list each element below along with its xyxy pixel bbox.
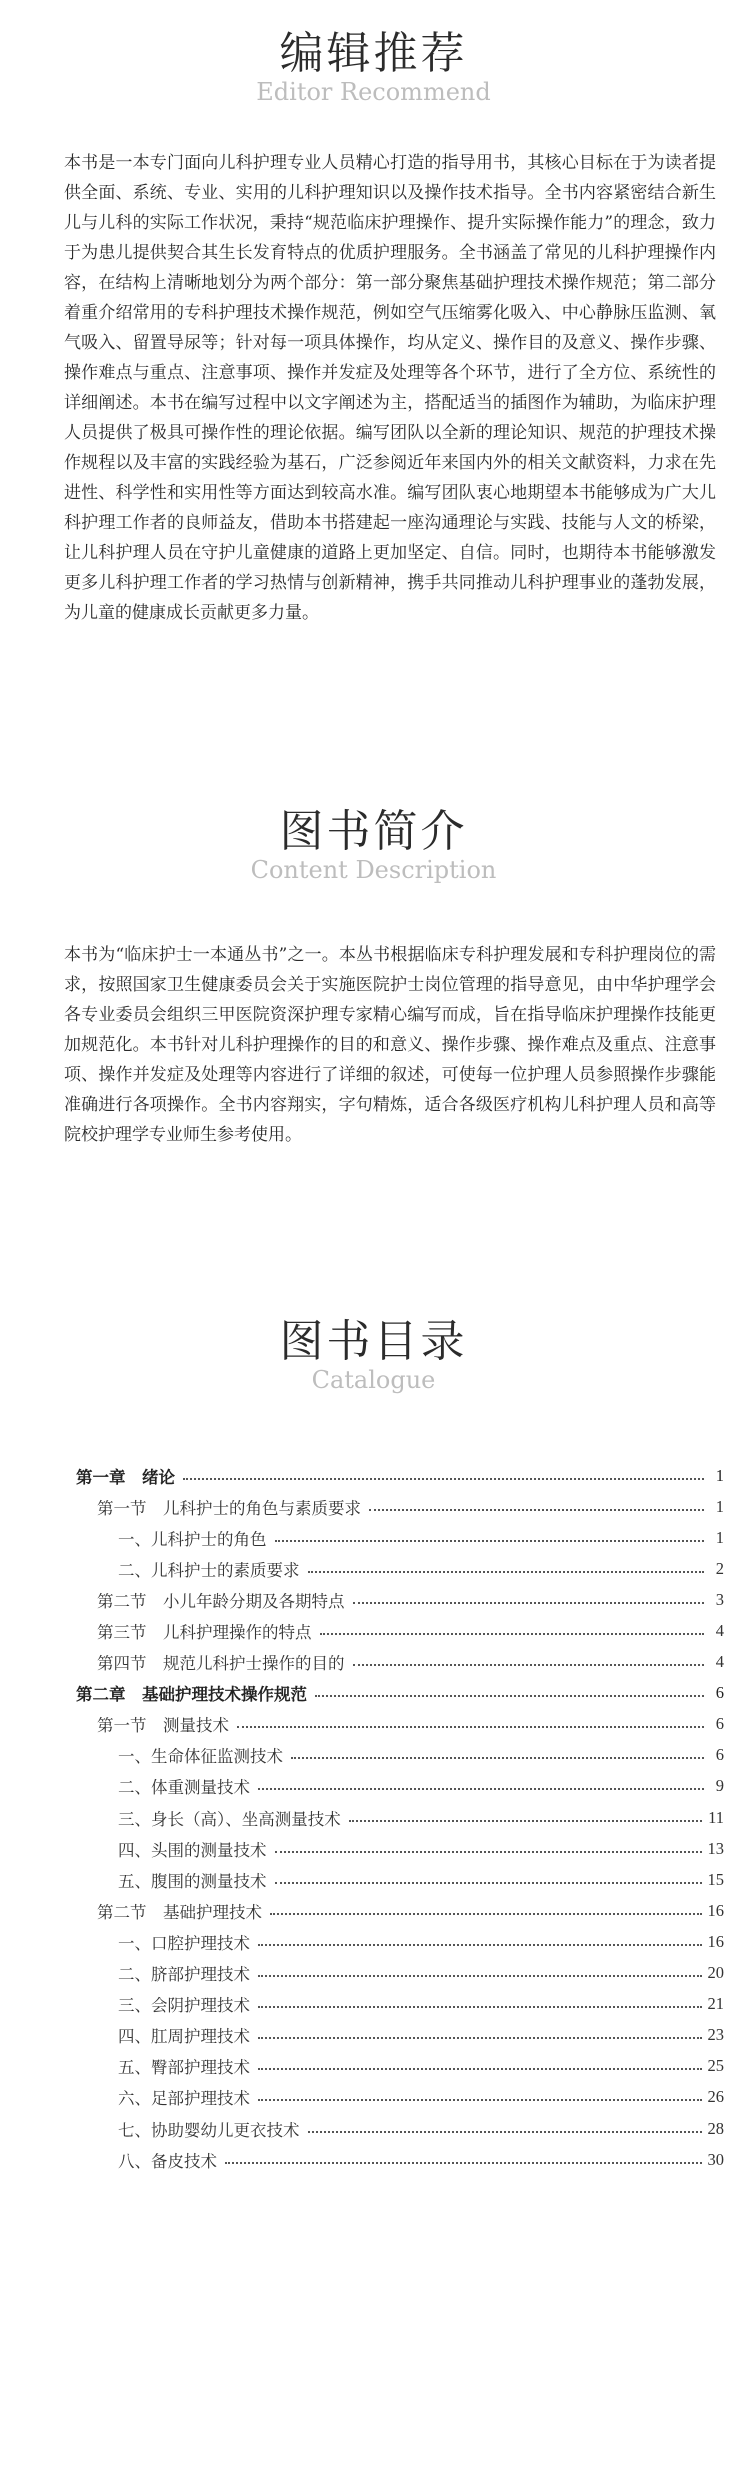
toc-entry-title: 三、会阴护理技术 [118,1996,250,2016]
toc-chapter [76,1678,724,1709]
toc-leader-dots [320,1633,705,1635]
catalogue-heading [0,1316,747,1394]
toc-leader-dots [275,1540,705,1542]
toc-entry-title: 第二章 基础护理技术操作规范 [76,1685,307,1705]
toc-subsection [76,1926,724,1957]
table-of-contents [76,1460,724,2175]
toc-leader-dots [258,2037,702,2039]
toc-leader-dots [308,2131,702,2133]
toc-section [76,1584,724,1615]
toc-page-number: 21 [707,1994,724,2014]
editor-recommend-title: 编辑推荐 [279,28,468,79]
toc-page-number: 30 [707,2149,724,2169]
toc-leader-dots [308,1571,705,1573]
toc-leader-dots [225,2162,702,2164]
toc-subsection [76,2082,724,2113]
toc-leader-dots [369,1509,704,1511]
toc-leader-dots [258,1975,702,1977]
toc-entry-title: 一、儿科护士的角色 [118,1529,267,1549]
toc-page-number: 6 [715,1714,724,1734]
toc-subsection [76,1771,724,1802]
toc-entry-title: 三、身长（高）、坐高测量技术 [118,1809,341,1829]
toc-leader-dots [258,2068,702,2070]
editor-recommend-text: 本书是一本专门面向儿科护理专业人员精心打造的指导用书，其核心目标在于为读者提供全面、系统、专业、实用的儿科护理知识以及操作技术指导。全书内容紧密结合新生儿与儿科的实际工作状况，秉持“规范临床护理操作、提升实际操作能力”的理念，致力于为患儿提供契合其生长发育特点的优质护理服务。全书涵盖了常见的儿科护理操作内容，在结构上清晰地划分为两个部分：第一部分聚焦基础护理技术操作规范；第二部分着重介绍常用的专科护理技术操作规范，例如空气压缩雾化吸入、中心静脉压监测、氧气吸入、留置导尿等；针对每一项具体操作，均从定义、操作目的及意义、操作步骤、操作难点与重点、注意事项、操作并发症及处理等各个环节，进行了全方位、系统性的详细阐述。本书在编写过程中以文字阐述为主，搭配适当的插图作为辅助，为临床护理人员提供了极具可操作性的理论依据。编写团队以全新的理论知识、规范的护理技术操作规程以及丰富的实践经验为基石，广泛参阅近年来国内外的相关文献资料，力求在先进性、科学性和实用性等方面达到较高水准。编写团队衷心地期望本书能够成为广大儿科护理工作者的良师益友，借助本书搭建起一座沟通理论与实践、技能与人文的桥梁，让儿科护理人员在守护儿童健康的道路上更加坚定、自信。同时，也期待本书能够激发更多儿科护理工作者的学习热情与创新精神，携手共同推动儿科护理事业的蓬勃发展，为儿童的健康成长贡献更多力量。 [64,153,716,623]
toc-page-number: 1 [715,1496,724,1516]
toc-subsection [76,2051,724,2082]
toc-leader-dots [275,1882,702,1884]
toc-subsection [76,1740,724,1771]
catalogue-subtitle: Catalogue [311,1366,436,1394]
toc-page-number: 28 [707,2118,724,2138]
toc-page-number: 11 [708,1807,724,1827]
toc-leader-dots [349,1820,702,1822]
toc-subsection [76,2113,724,2144]
toc-leader-dots [353,1602,705,1604]
toc-entry-title: 五、腹围的测量技术 [118,1871,267,1891]
toc-entry-title: 一、口腔护理技术 [118,1933,250,1953]
toc-entry-title: 二、体重测量技术 [118,1778,250,1798]
toc-page-number: 6 [715,1745,724,1765]
toc-leader-dots [291,1757,704,1759]
toc-entry-title: 八、备皮技术 [118,2151,217,2171]
toc-page-number: 26 [707,2087,724,2107]
toc-entry-title: 五、臀部护理技术 [118,2058,250,2078]
toc-entry-title: 七、协助婴幼儿更衣技术 [118,2120,300,2140]
toc-subsection [76,2144,724,2175]
toc-section [76,1709,724,1740]
toc-page-number: 1 [715,1465,724,1485]
toc-leader-dots [258,2099,702,2101]
toc-subsection [76,1833,724,1864]
toc-entry-title: 第四节 规范儿科护士操作的目的 [97,1654,345,1674]
toc-page-number: 4 [715,1652,724,1672]
toc-entry-title: 二、儿科护士的素质要求 [118,1560,300,1580]
toc-entry-title: 第一节 测量技术 [97,1716,229,1736]
toc-leader-dots [315,1695,704,1697]
toc-entry-title: 第二节 基础护理技术 [97,1902,262,1922]
toc-page-number: 6 [715,1683,724,1703]
toc-leader-dots [270,1913,702,1915]
toc-page-number: 20 [707,1963,724,1983]
catalogue-title: 图书目录 [279,1316,468,1367]
toc-subsection [76,1958,724,1989]
toc-entry-title: 第一节 儿科护士的角色与素质要求 [97,1498,361,1518]
toc-section [76,1895,724,1926]
toc-page-number: 9 [715,1776,724,1796]
editor-recommend-heading [0,28,747,106]
toc-page-number: 4 [715,1621,724,1641]
toc-page-number: 13 [707,1838,724,1858]
editor-recommend-subtitle: Editor Recommend [256,78,491,106]
content-description-subtitle: Content Description [250,856,497,884]
toc-page-number: 1 [715,1527,724,1547]
content-description-heading [0,806,747,884]
toc-entry-title: 二、脐部护理技术 [118,1965,250,1985]
toc-entry-title: 第三节 儿科护理操作的特点 [97,1623,312,1643]
toc-chapter [76,1460,724,1491]
toc-leader-dots [275,1851,702,1853]
content-description-title: 图书简介 [279,806,468,857]
toc-leader-dots [258,1944,702,1946]
toc-page-number: 16 [707,1900,724,1920]
toc-page-number: 25 [707,2056,724,2076]
toc-leader-dots [258,2006,702,2008]
toc-subsection [76,1989,724,2020]
toc-subsection [76,1522,724,1553]
toc-entry-title: 第一章 绪论 [76,1467,175,1487]
toc-leader-dots [353,1664,705,1666]
toc-leader-dots [183,1478,704,1480]
toc-entry-title: 四、头围的测量技术 [118,1840,267,1860]
toc-subsection [76,2020,724,2051]
toc-entry-title: 第二节 小儿年龄分期及各期特点 [97,1591,345,1611]
toc-page-number: 2 [715,1558,724,1578]
toc-page-number: 23 [707,2025,724,2045]
toc-entry-title: 四、肛周护理技术 [118,2027,250,2047]
toc-subsection [76,1553,724,1584]
toc-subsection [76,1802,724,1833]
toc-section [76,1615,724,1646]
toc-page-number: 16 [707,1931,724,1951]
toc-section [76,1647,724,1678]
toc-page-number: 3 [715,1589,724,1609]
toc-leader-dots [258,1788,704,1790]
content-description-text: 本书为“临床护士一本通丛书”之一。本丛书根据临床专科护理发展和专科护理岗位的需求，按照国家卫生健康委员会关于实施医院护士岗位管理的指导意见，由中华护理学会各专业委员会组织三甲医院资深护理专家精心编写而成，旨在指导临床护理操作技能更加规范化。本书针对儿科护理操作的目的和意义、操作步骤、操作难点及重点、注意事项、操作并发症及处理等内容进行了详细的叙述，可使每一位护理人员参照操作步骤能准确进行各项操作。全书内容翔实，字句精炼，适合各级医疗机构儿科护理人员和高等院校护理学专业师生参考使用。 [64,945,716,1145]
toc-section [76,1491,724,1522]
toc-leader-dots [237,1726,704,1728]
toc-subsection [76,1864,724,1895]
toc-entry-title: 一、生命体征监测技术 [118,1747,283,1767]
toc-entry-title: 六、足部护理技术 [118,2089,250,2109]
toc-page-number: 15 [707,1869,724,1889]
